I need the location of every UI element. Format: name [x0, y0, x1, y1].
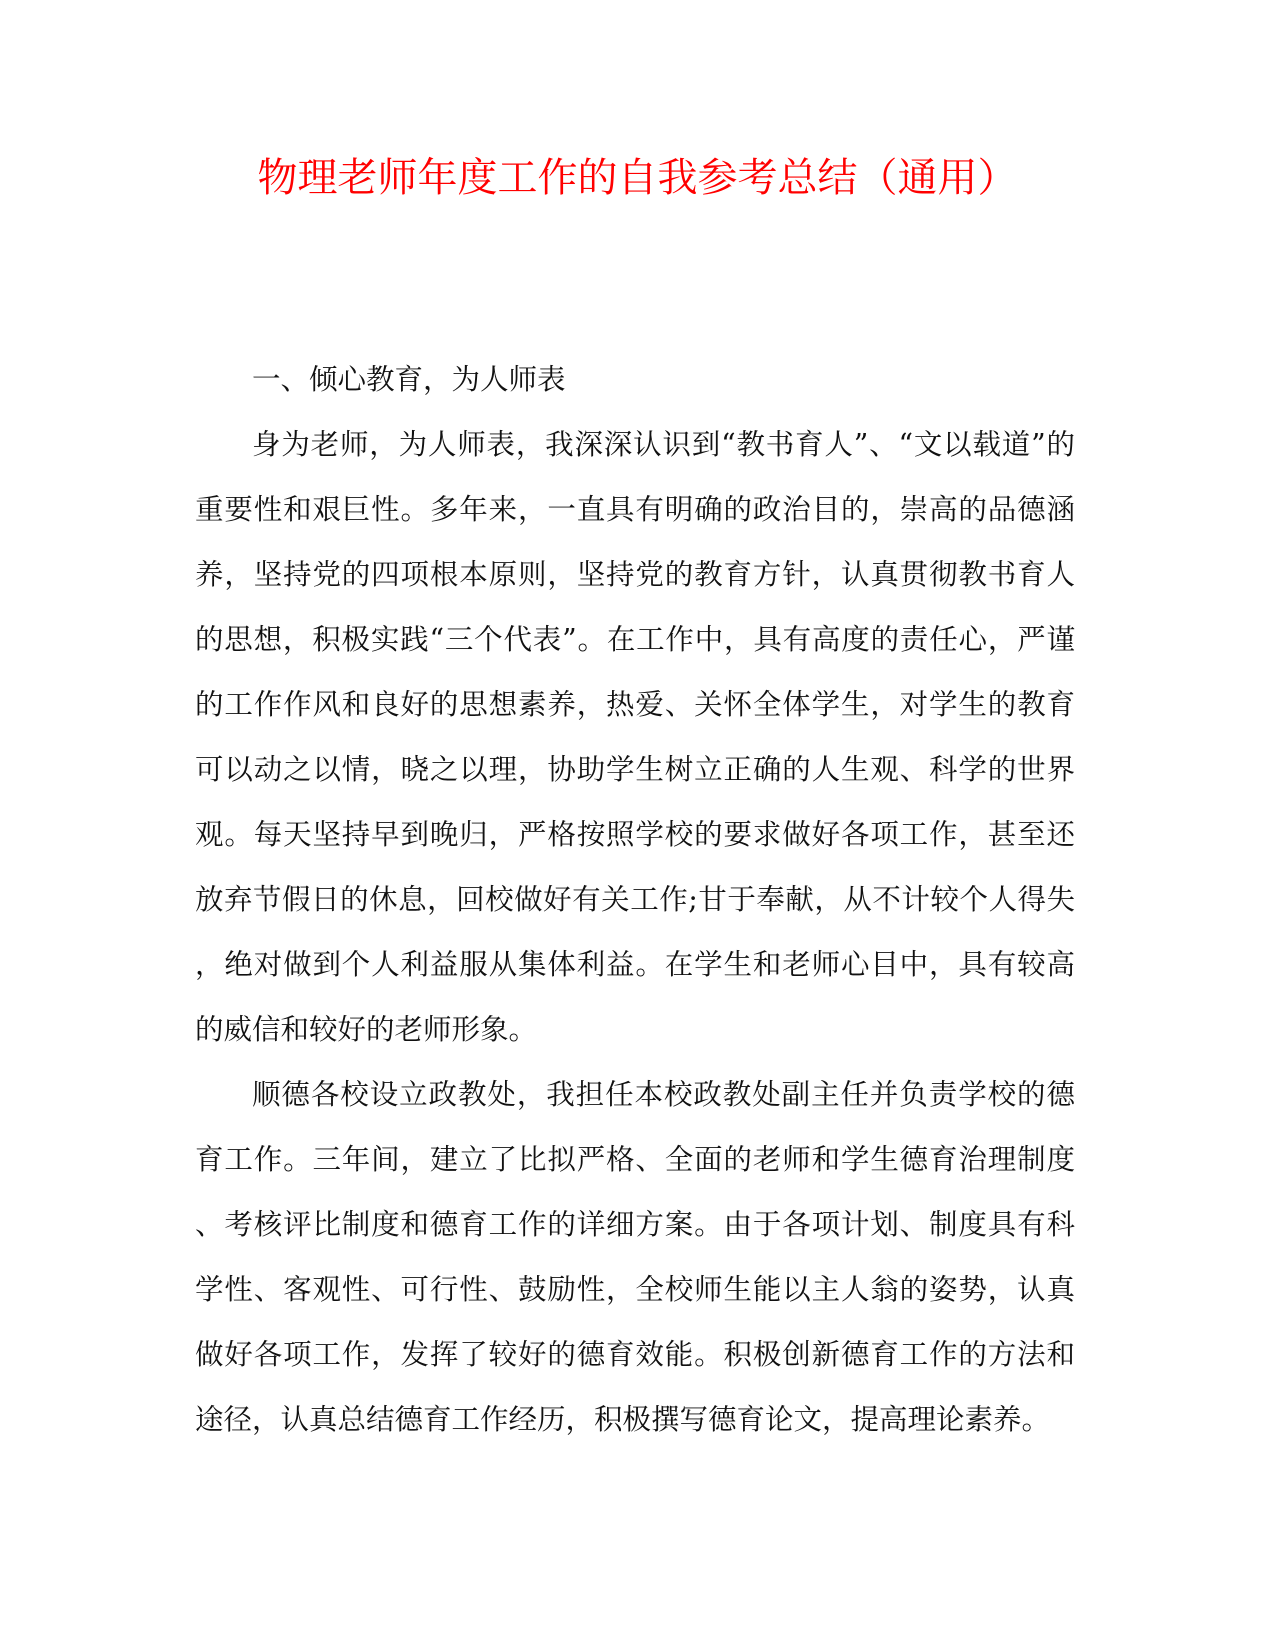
paragraph-1: 身为老师，为人师表，我深深认识到“教书育人”、“文以载道”的重要性和艰巨性。多年来，一直具有明确的政治目的，崇高的品德涵养，坚持党的四项根本原则，坚持党的教育方针，认真贯彻教书育人的思想，积极实践“三个代表”。在工作中，具有高度的责任心，严谨的工作作风和良好的思想素养，热爱、关怀全体学生，对学生的教育可以动之以情，晓之以理，协助学生树立正确的人生观、科学的世界观。每天坚持早到晚归，严格按照学校的要求做好各项工作，甚至还放弃节假日的休息，回校做好有关工作;甘于奉献，从不计较个人得失，绝对做到个人利益服从集体利益。在学生和老师心目中，具有较高的威信和较好的老师形象。 [195, 428, 1075, 1046]
document-body [195, 347, 1075, 1452]
paragraph-2: 顺德各校设立政教处，我担任本校政教处副主任并负责学校的德育工作。三年间，建立了比拟严格、全面的老师和学生德育治理制度、考核评比制度和德育工作的详细方案。由于各项计划、制度具有科学性、客观性、可行性、鼓励性，全校师生能以主人翁的姿势，认真做好各项工作，发挥了较好的德育效能。积极创新德育工作的方法和途径，认真总结德育工作经历，积极撰写德育论文，提高理论素养。 [195, 1078, 1075, 1436]
document-title: 物理老师年度工作的自我参考总结（通用） [257, 155, 1018, 201]
section-heading: 一、倾心教育，为人师表 [252, 363, 566, 396]
